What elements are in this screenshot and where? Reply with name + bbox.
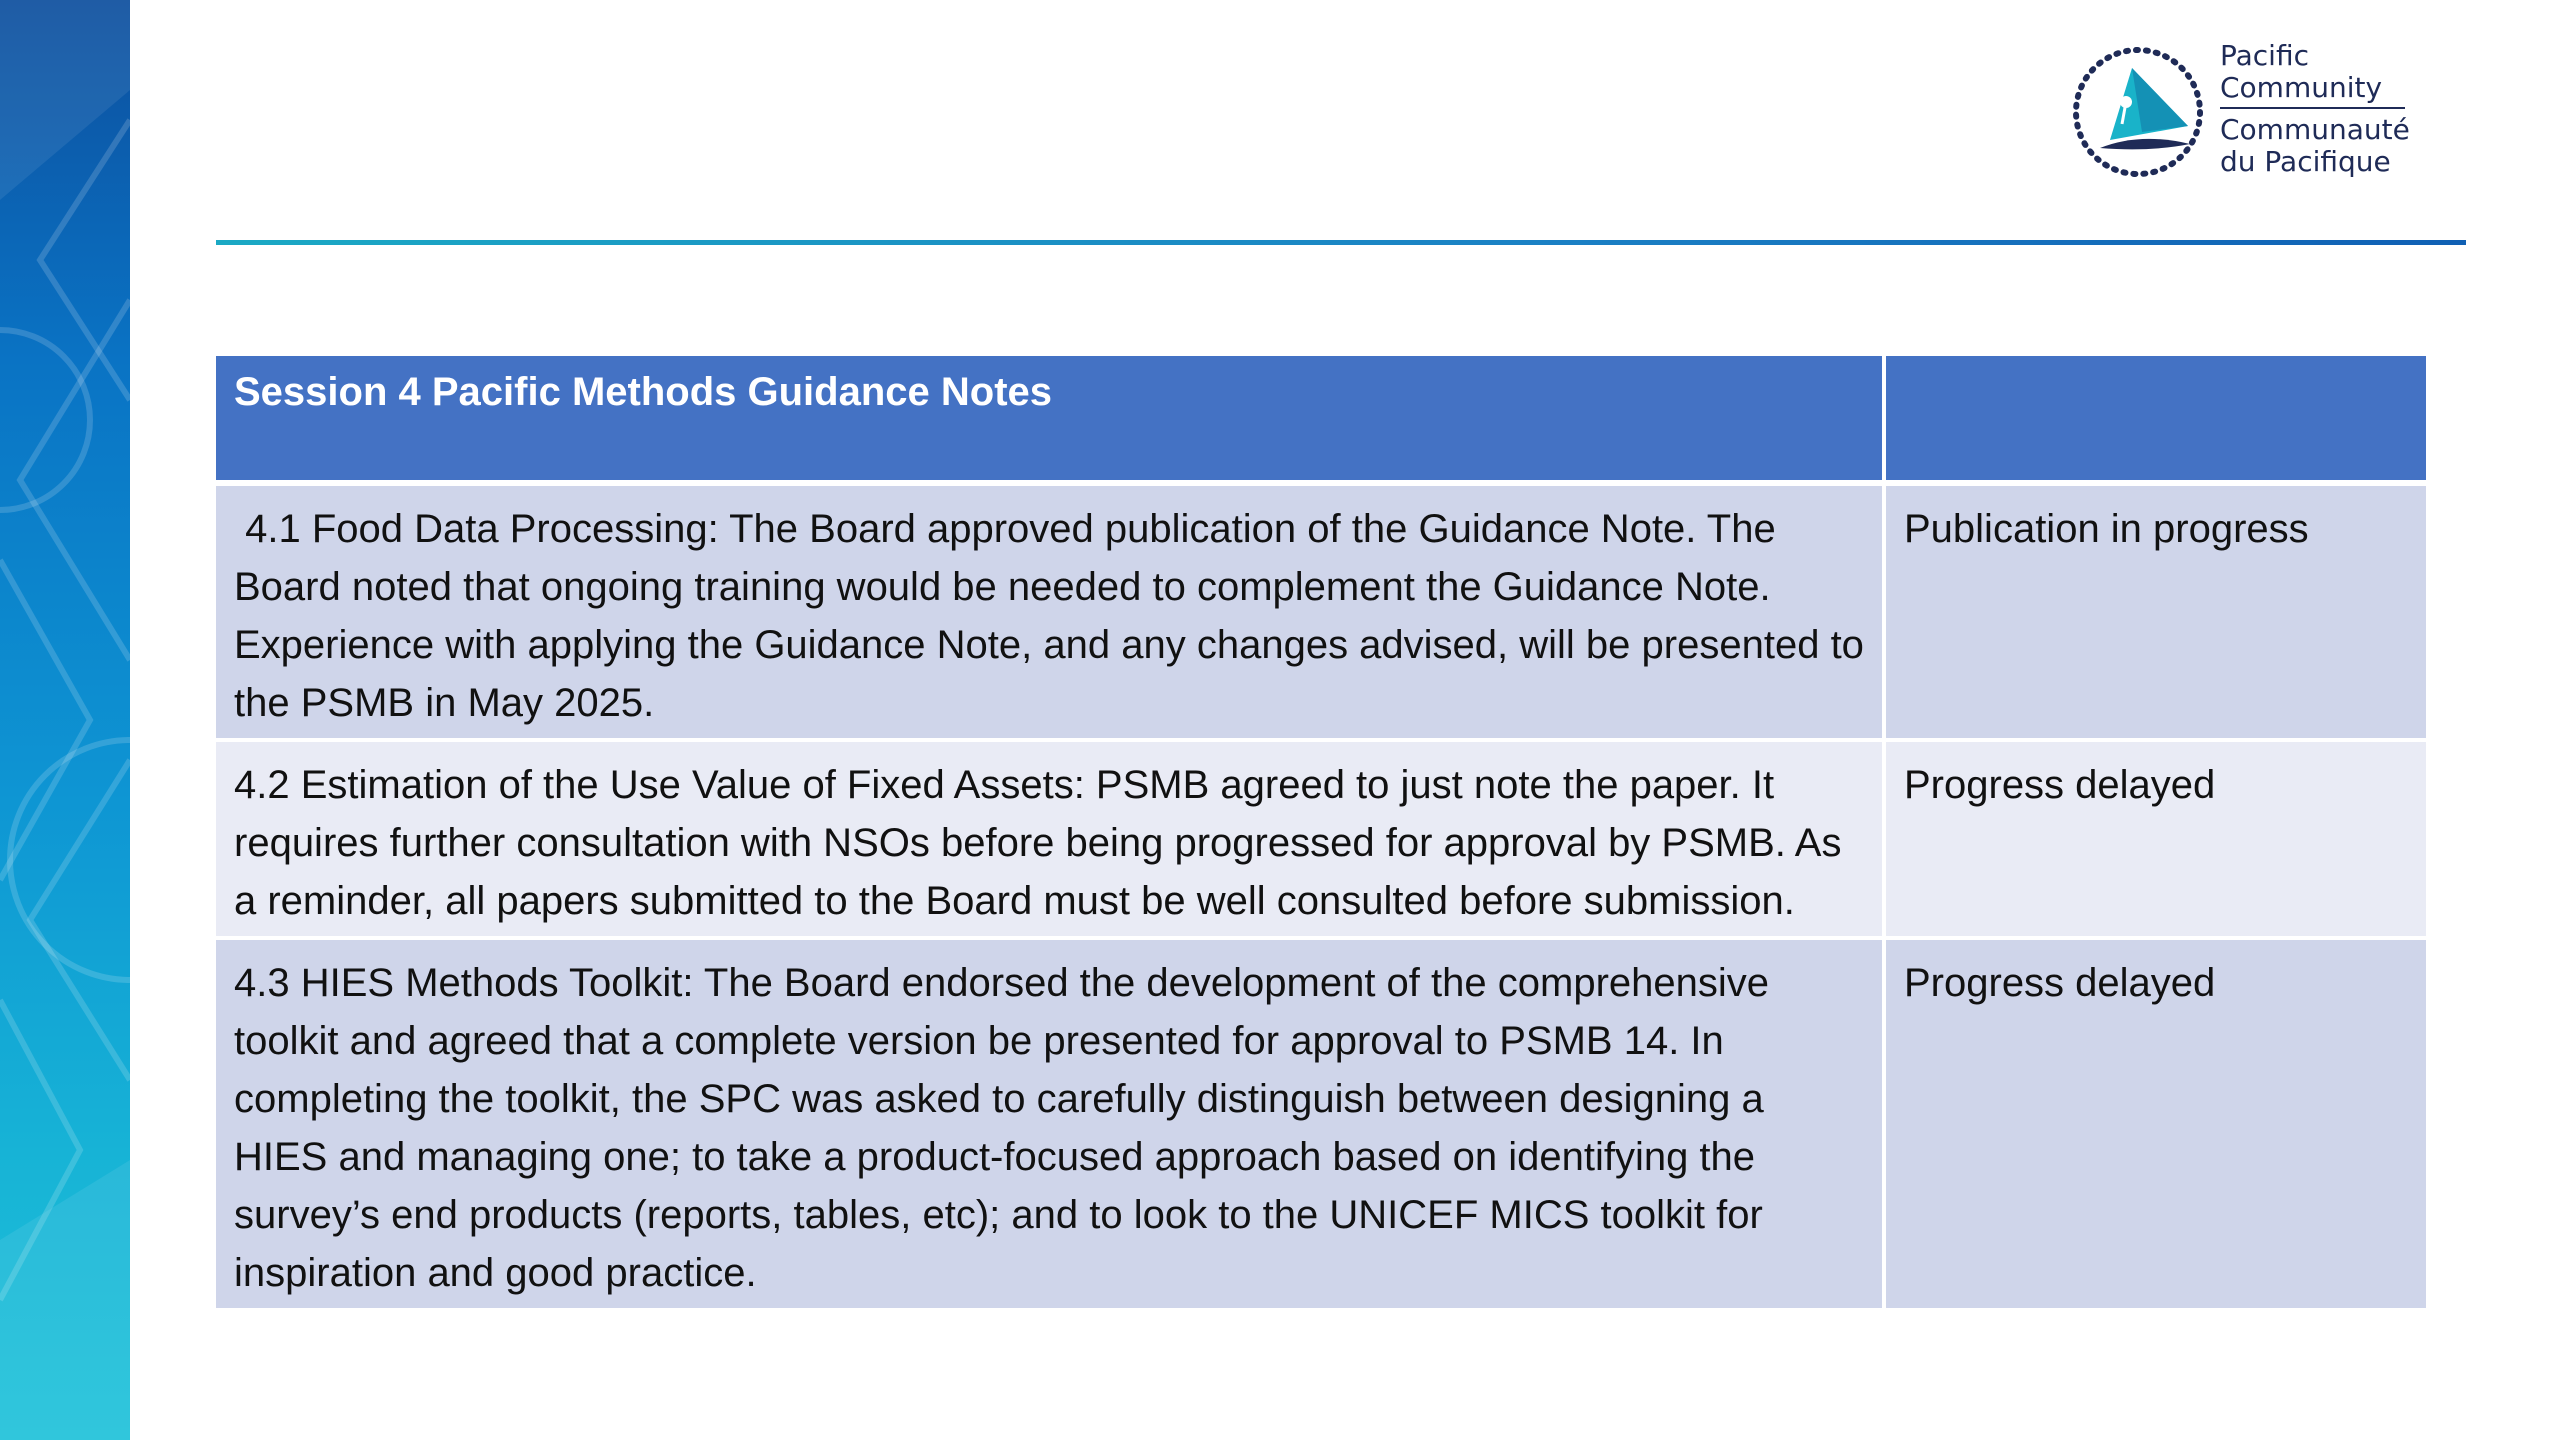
- logo-text-line: Pacific: [2220, 39, 2309, 72]
- item-status: Progress delayed: [1886, 742, 2426, 940]
- table-header-row: [216, 356, 2426, 486]
- pacific-community-logo: [2070, 40, 2430, 190]
- pattern-graphic: [0, 0, 130, 1440]
- logo-text-line: du Pacifique: [2220, 145, 2391, 178]
- logo-text-line: Community: [2220, 71, 2383, 104]
- logo-divider: [2220, 107, 2405, 109]
- logo-text-line: Communauté: [2220, 113, 2410, 146]
- header-divider: [216, 240, 2466, 245]
- item-description: 4.1 Food Data Processing: The Board approved publication of the Guidance Note. The Board noted that ongoing training would be needed to complement the Guidance Note. Experience with applying the Guidance Note, and any changes advised, will be presented to the PSMB in May 2025.: [216, 486, 1886, 742]
- spc-emblem-icon: [2070, 40, 2220, 190]
- item-status: Publication in progress: [1886, 486, 2426, 742]
- guidance-notes-table: [216, 356, 2426, 1312]
- item-description: 4.3 HIES Methods Toolkit: The Board endorsed the development of the comprehensive toolkit and agreed that a complete version be presented for approval to PSMB 14. In completing the toolkit, the SPC was asked to carefully distinguish between designing a HIES and managing one; to take a product-focused approach based on identifying the survey’s end products (reports, tables, etc); and to look to the UNICEF MICS toolkit for inspiration and good practice.: [216, 940, 1886, 1312]
- table-header-status: [1886, 356, 2426, 486]
- item-description: 4.2 Estimation of the Use Value of Fixed Assets: PSMB agreed to just note the paper. It requires further consultation with NSOs before being progressed for approval by PSMB. As a reminder, all papers submitted to the Board must be well consulted before submission.: [216, 742, 1886, 940]
- table-header-title: Session 4 Pacific Methods Guidance Notes: [216, 356, 1886, 486]
- table-row: [216, 742, 2426, 940]
- table-row: [216, 486, 2426, 742]
- decorative-side-band: [0, 0, 130, 1440]
- item-status: Progress delayed: [1886, 940, 2426, 1312]
- logo-wordmark: [2220, 40, 2430, 178]
- table-row: [216, 940, 2426, 1312]
